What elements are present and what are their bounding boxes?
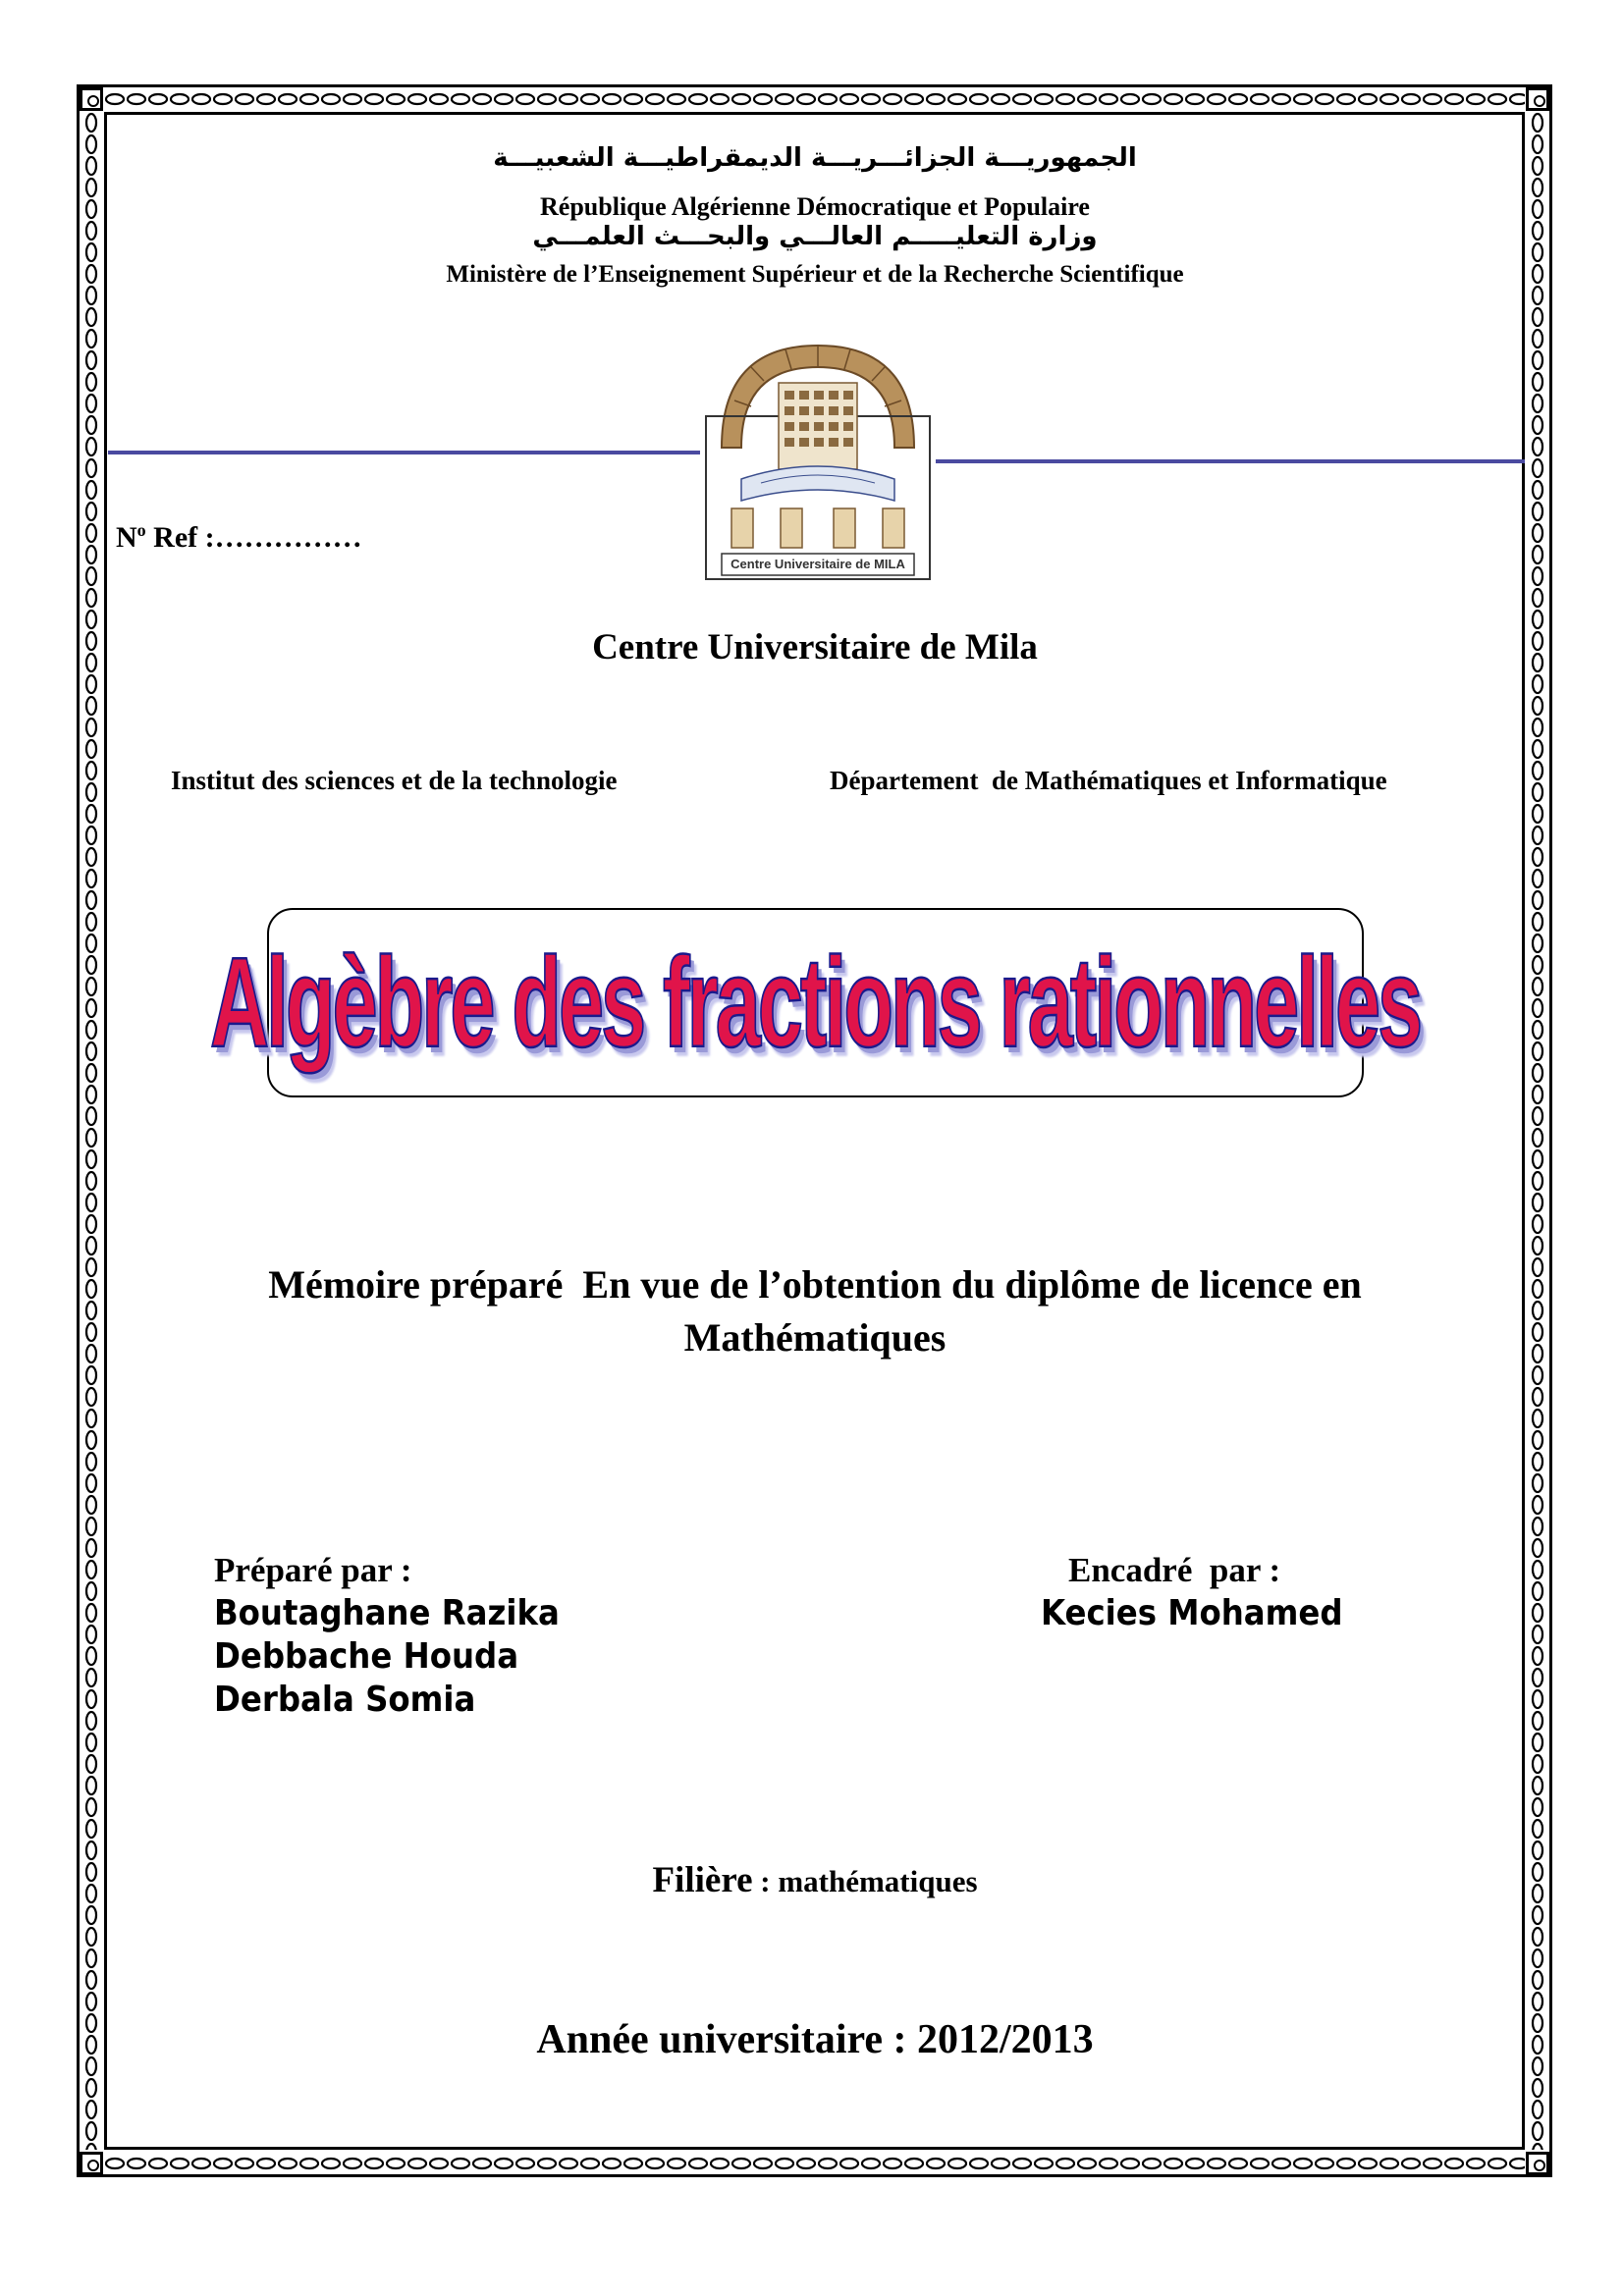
memoir-description-line2: Mathématiques xyxy=(683,1315,947,1360)
title-box xyxy=(210,908,1421,1097)
reference-label: N xyxy=(116,521,137,554)
memoir-title: Algèbre des fractions rationnelles xyxy=(210,932,1421,1074)
header-rule-right xyxy=(936,459,1525,463)
logo-caption: Centre Universitaire de MILA xyxy=(730,557,905,571)
border-chain-top xyxy=(104,87,1525,111)
header-country-arabic: الجمهوريـــة الجزائـــريـــة الديمقراطيـــة الشعبيـــة xyxy=(493,143,1137,173)
university-logo xyxy=(702,332,934,582)
border-chain-left xyxy=(80,112,103,2150)
header-rule-left xyxy=(108,451,700,454)
border-chain-bottom xyxy=(104,2152,1525,2175)
field-value: : mathématiques xyxy=(752,1864,978,1898)
reference-text: Ref :…………… xyxy=(145,521,362,554)
header-ministry-arabic: وزارة التعليـــــم العالـــي والبحـــث العلمـــي xyxy=(532,222,1098,251)
memoir-description-line1: Mémoire préparé En vue de l’obtention du diplôme de licence en xyxy=(268,1262,1362,1307)
department-name: Département de Mathématiques et Informatique xyxy=(830,766,1387,795)
institute-name: Institut des sciences et de la technologie xyxy=(171,766,618,795)
border-corner-ornament xyxy=(80,2152,103,2175)
border-corner-ornament xyxy=(1526,2152,1549,2175)
logo-artwork xyxy=(702,332,934,582)
header-ministry-french: Ministère de l’Enseignement Supérieur et de la Recherche Scientifique xyxy=(446,261,1184,288)
author-name: Boutaghane Razika xyxy=(214,1593,560,1633)
author-name: Derbala Somia xyxy=(214,1680,476,1720)
university-name: Centre Universitaire de Mila xyxy=(592,627,1038,667)
border-corner-ornament xyxy=(80,87,103,111)
field-label: Filière xyxy=(652,1860,753,1900)
academic-year: Année universitaire : 2012/2013 xyxy=(536,2017,1094,2062)
author-list xyxy=(214,1592,560,1722)
supervised-by-label: Encadré par : xyxy=(1068,1551,1281,1589)
author-name: Debbache Houda xyxy=(214,1636,519,1677)
prepared-by-label: Préparé par : xyxy=(214,1551,412,1589)
supervisor-name: Kecies Mohamed xyxy=(1041,1593,1343,1633)
border-chain-right xyxy=(1526,112,1549,2150)
header-country-french: République Algérienne Démocratique et Populaire xyxy=(540,192,1090,221)
field-line xyxy=(236,1859,1394,1901)
border-corner-ornament xyxy=(1526,87,1549,111)
reference-superscript: o xyxy=(136,520,146,540)
reference-number xyxy=(116,520,362,555)
